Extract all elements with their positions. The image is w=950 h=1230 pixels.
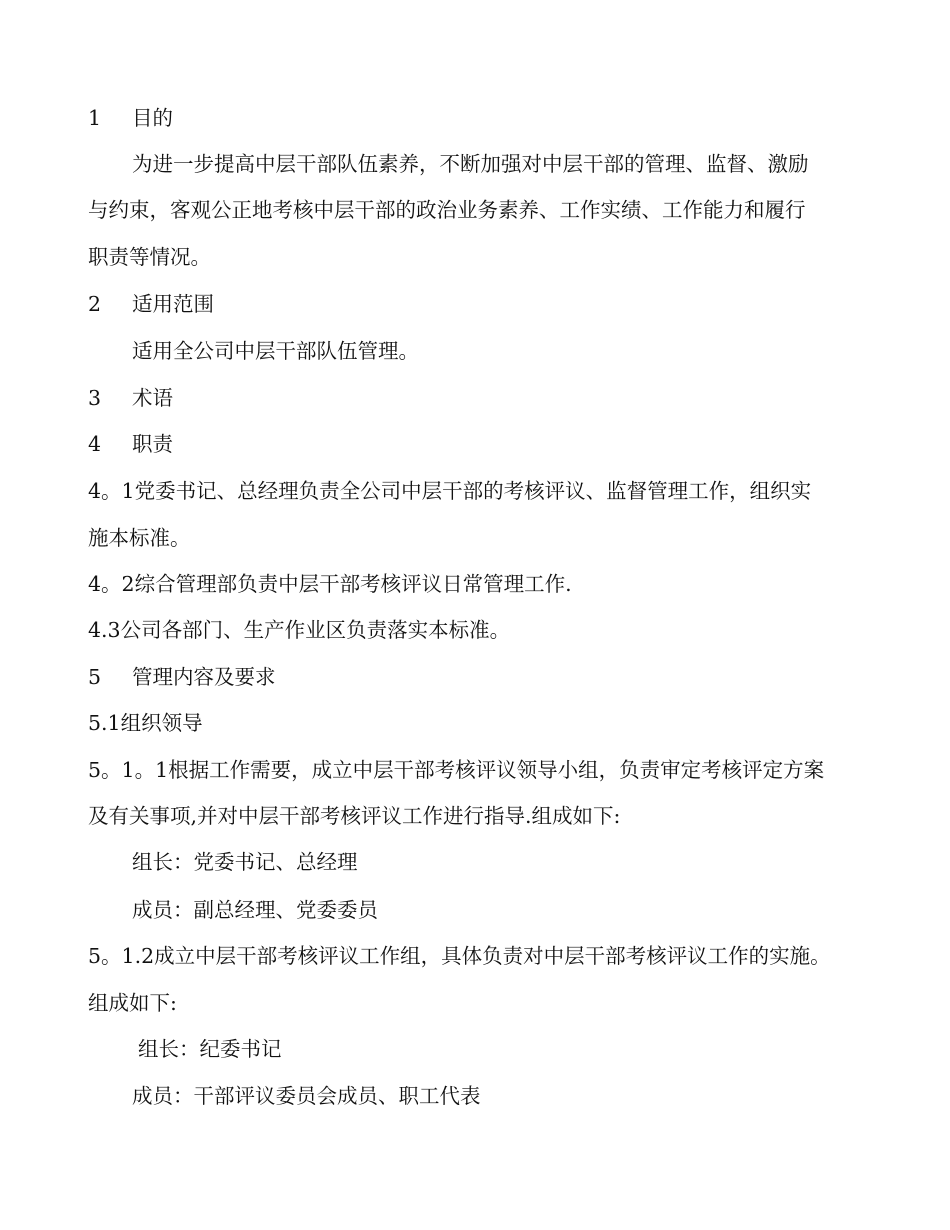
group-leader-line: 组长：党委书记、总经理 [132,850,358,874]
section-5-heading [88,663,276,691]
section-number: 1 [88,106,102,130]
section-1-paragraph-line: 为进一步提高中层干部队伍素养，不断加强对中层干部的管理、监督、激励 [132,152,809,176]
section-number: 3 [88,386,102,410]
item-4-2: 4。2综合管理部负责中层干部考核评议日常管理工作. [88,572,572,596]
section-number: 4 [88,432,102,456]
section-4-heading [88,430,173,458]
item-4-1-line: 施本标准。 [88,526,191,550]
item-5-1-2-line: 5。1.2成立中层干部考核评议工作组，具体负责对中层干部考核评议工作的实施。 [88,944,831,968]
section-title: 目的 [132,106,173,130]
group-members-line: 成员：副总经理、党委委员 [132,898,378,922]
section-2-heading [88,290,214,318]
section-2-paragraph: 适用全公司中层干部队伍管理。 [132,339,419,363]
section-1-paragraph-line: 与约束，客观公正地考核中层干部的政治业务素养、工作实绩、工作能力和履行 [88,198,806,222]
section-title: 适用范围 [132,292,214,316]
section-3-heading [88,384,173,412]
section-title: 职责 [132,432,173,456]
section-number: 2 [88,292,102,316]
section-1-heading [88,104,173,132]
item-5-1-2-line: 组成如下: [88,991,177,1015]
item-5-1-1-line: 及有关事项,并对中层干部考核评议工作进行指导.组成如下: [88,804,621,828]
work-group-leader-line: 组长：纪委书记 [138,1037,282,1061]
section-number: 5 [88,665,102,689]
subsection-5-1-heading: 5.1组织领导 [88,711,203,735]
item-5-1-1-line: 5。1。1根据工作需要，成立中层干部考核评议领导小组，负责审定考核评定方案 [88,758,825,782]
section-1-paragraph-line: 职责等情况。 [88,245,211,269]
section-title: 管理内容及要求 [132,665,276,689]
item-4-1-line: 4。1党委书记、总经理负责全公司中层干部的考核评议、监督管理工作，组织实 [88,479,812,503]
item-4-3: 4.3公司各部门、生产作业区负责落实本标准。 [88,618,511,642]
section-title: 术语 [132,386,173,410]
work-group-members-line: 成员：干部评议委员会成员、职工代表 [132,1084,481,1108]
